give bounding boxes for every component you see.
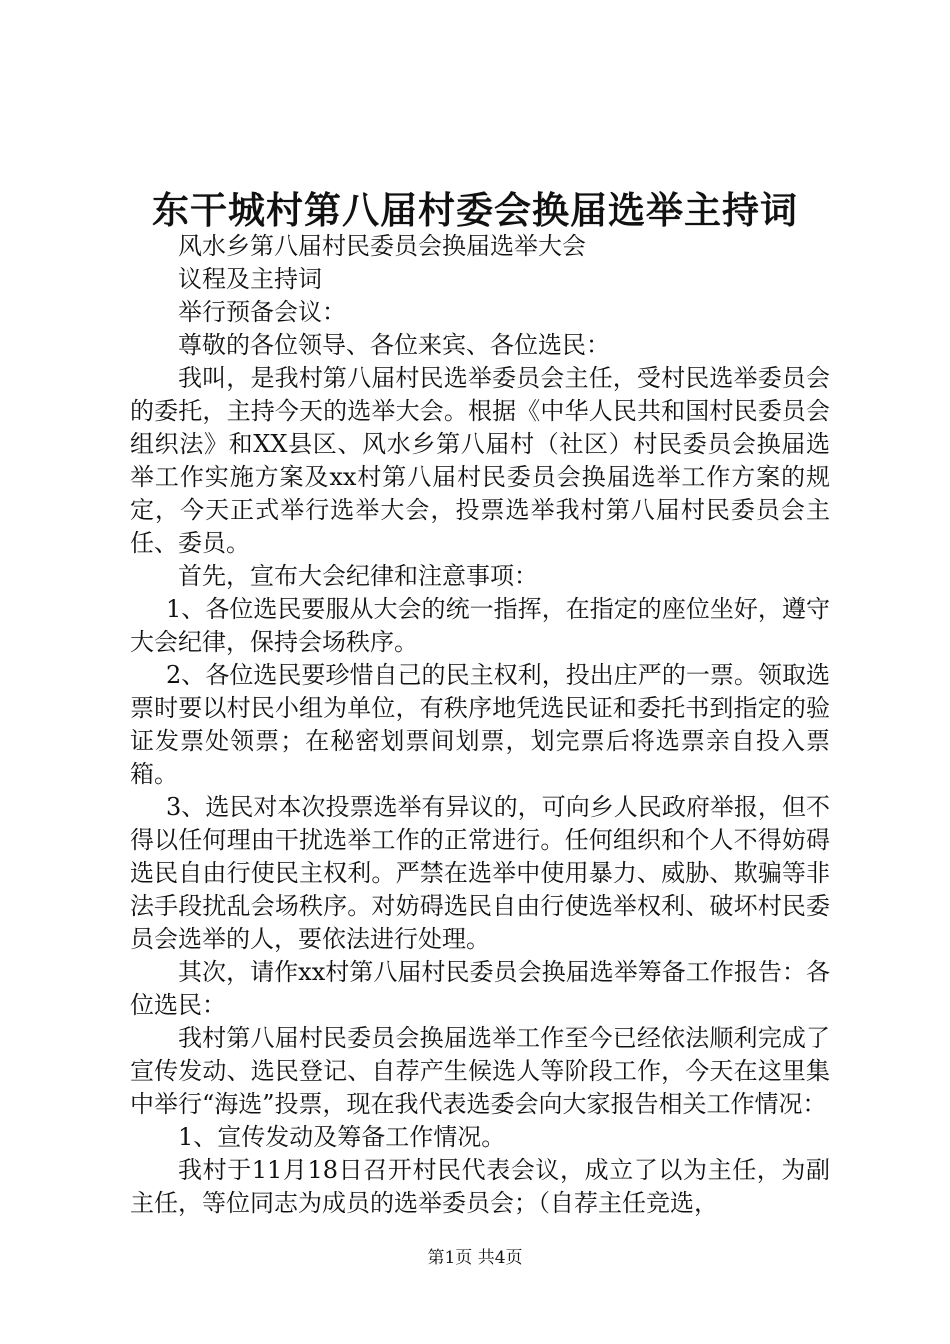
paragraph-report-body: 我村第八届村民委员会换届选举工作至今已经依法顺利完成了宣传发动、选民登记、自荐产生候选人等阶段工作，今天在这里集中举行“海选”投票，现在我代表选委会向大家报告相关工作情况： [130, 1024, 830, 1118]
document-title: 东干城村第八届村委会换届选举主持词 [152, 188, 798, 232]
paragraph-report-intro: 其次，请作xx村第八届村民委员会换届选举筹备工作报告：各位选民： [130, 958, 830, 1019]
paragraph-greeting: 尊敬的各位领导、各位来宾、各位选民： [178, 331, 610, 359]
paragraph-rule-3: 3、选民对本次投票选举有异议的，可向乡人民政府举报，但不得以任何理由干扰选举工作的正常进行。任何组织和个人不得妨碍选民自由行使民主权利。严禁在选举中使用暴力、威胁、欺骗等非法手段扰乱会场秩序。对妨碍选民自由行使选举权利、破坏村民委员会选举的人，要依法进行处理。 [130, 793, 830, 953]
paragraph-agenda: 议程及主持词 [178, 265, 322, 293]
document-body [130, 230, 830, 1220]
paragraph-introduction: 我叫，是我村第八届村民选举委员会主任，受村民选举委员会的委托，主持今天的选举大会。根据《中华人民共和国村民委员会组织法》和XX县区、风水乡第八届村（社区）村民委员会换届选举工作实施方案及xx村第八届村民委员会换届选举工作方案的规定，今天正式举行选举大会，投票选举我村第八届村民委员会主任、委员。 [130, 364, 830, 557]
paragraph-rule-2: 2、各位选民要珍惜自己的民主权利，投出庄严的一票。领取选票时要以村民小组为单位，有秩序地凭选民证和委托书到指定的验证发票处领票；在秘密划票间划票，划完票后将选票亲自投入票箱。 [130, 661, 830, 788]
paragraph-meeting-name: 风水乡第八届村民委员会换届选举大会 [178, 232, 586, 260]
page-number-footer: 第1页 共4页 [427, 1248, 523, 1268]
paragraph-section-1-body: 我村于11月18日召开村民代表会议，成立了以为主任，为副主任，等位同志为成员的选举委员会；（自荐主任竞选， [130, 1156, 830, 1217]
paragraph-rule-1: 1、各位选民要服从大会的统一指挥，在指定的座位坐好，遵守大会纪律，保持会场秩序。 [130, 595, 830, 656]
paragraph-preparatory: 举行预备会议： [178, 298, 346, 326]
paragraph-discipline-heading: 首先，宣布大会纪律和注意事项： [178, 562, 538, 590]
paragraph-section-1: 1、宣传发动及筹备工作情况。 [178, 1123, 506, 1151]
